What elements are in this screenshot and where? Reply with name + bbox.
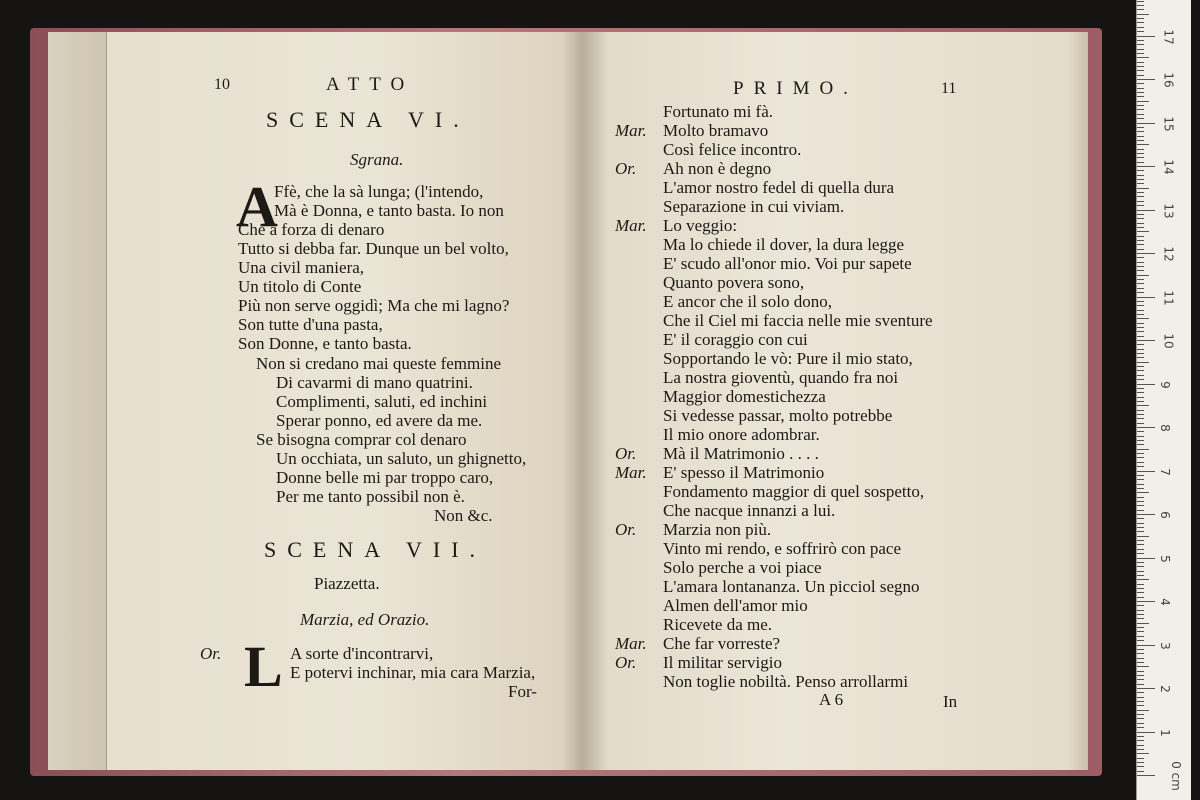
ruler-tick: [1137, 36, 1155, 37]
ruler-tick: [1137, 188, 1149, 189]
ruler-label: 16: [1161, 72, 1176, 88]
open-book: [48, 32, 1088, 770]
catchword-in: In: [943, 692, 958, 711]
ruler-tick: [1137, 192, 1144, 193]
ruler-tick: [1137, 162, 1144, 163]
ruler-tick: [1137, 1, 1144, 2]
ruler-tick: [1137, 497, 1144, 498]
verse-line: Mà è Donna, e tanto basta. Io non: [274, 201, 504, 220]
ruler-tick: [1137, 131, 1144, 132]
ruler-tick: [1137, 658, 1144, 659]
ruler-tick: [1137, 231, 1149, 232]
ruler-label: 3: [1157, 641, 1172, 650]
ruler-tick: [1137, 392, 1144, 393]
ruler-tick: [1137, 479, 1144, 480]
ruler-tick: [1137, 692, 1144, 693]
ruler-tick: [1137, 214, 1144, 215]
left-page: [48, 32, 583, 770]
verse-line: Un occhiata, un saluto, un ghignetto,: [276, 449, 527, 468]
ruler-label: 9: [1157, 380, 1172, 389]
ruler-tick: [1137, 388, 1144, 389]
ruler-tick: [1137, 327, 1144, 328]
right-page-number: 11: [941, 80, 957, 97]
dialogue-line: Il militar servigio: [663, 653, 782, 672]
ruler-tick: [1137, 758, 1144, 759]
ruler-tick: [1137, 488, 1144, 489]
ruler-tick: [1137, 397, 1144, 398]
ruler-tick: [1137, 510, 1144, 511]
ruler-tick: [1137, 175, 1144, 176]
ruler-tick: [1137, 153, 1144, 154]
ruler-tick: [1137, 170, 1144, 171]
ruler-tick: [1137, 645, 1155, 646]
verse-line: Se bisogna comprar col denaro: [256, 430, 467, 449]
ruler-tick: [1137, 114, 1144, 115]
ruler-tick: [1137, 640, 1144, 641]
ruler-tick: [1137, 379, 1144, 380]
ruler-tick: [1137, 149, 1144, 150]
dialogue-line: Molto bramavo: [663, 121, 769, 140]
ruler-tick: [1137, 62, 1144, 63]
ruler-tick: [1137, 475, 1144, 476]
dialogue-line: E' il coraggio con cui: [663, 330, 808, 349]
speaker-label: Mar.: [615, 121, 647, 140]
dialogue-line: Che il Ciel mi faccia nelle mie sventure: [663, 311, 933, 330]
ruler-label: 5: [1157, 554, 1172, 563]
ruler-label: 4: [1157, 598, 1172, 606]
ruler-label: 6: [1157, 511, 1172, 519]
ruler-tick: [1137, 257, 1144, 258]
ruler-tick: [1137, 727, 1144, 728]
ruler-label: 11: [1161, 289, 1176, 306]
right-running-head: PRIMO.: [733, 78, 858, 99]
ruler-tick: [1137, 688, 1155, 689]
ruler-tick: [1137, 270, 1144, 271]
dialogue-line: Separazione in cui viviam.: [663, 197, 845, 216]
ruler-tick: [1137, 740, 1144, 741]
scene-vii-line-1: A sorte d'incontrarvi,: [290, 644, 434, 663]
ruler-tick: [1137, 340, 1155, 341]
ruler-tick: [1137, 336, 1144, 337]
ruler-tick: [1137, 558, 1155, 559]
ruler-tick: [1137, 714, 1144, 715]
verse-line: Son Donne, e tanto basta.: [238, 334, 412, 353]
ruler-tick: [1137, 536, 1149, 537]
ruler-tick: [1137, 544, 1144, 545]
ruler-tick: [1137, 292, 1144, 293]
ruler-tick: [1137, 705, 1144, 706]
verse-line: Più non serve oggidì; Ma che mi lagno?: [238, 296, 510, 315]
ruler-tick: [1137, 323, 1144, 324]
verse-line: Complimenti, saluti, ed inchini: [276, 392, 488, 411]
ruler-tick: [1137, 492, 1149, 493]
ruler-tick: [1137, 314, 1144, 315]
ruler-tick: [1137, 710, 1149, 711]
ruler-tick: [1137, 57, 1149, 58]
ruler-label: 0 cm: [1168, 761, 1183, 791]
ruler-tick: [1137, 775, 1155, 776]
ruler-tick: [1137, 14, 1149, 15]
ruler-tick: [1137, 70, 1144, 71]
verse-line: Donne belle mi par troppo caro,: [276, 468, 494, 487]
ruler-tick: [1137, 484, 1144, 485]
ruler-tick: [1137, 240, 1144, 241]
ruler-tick: [1137, 53, 1144, 54]
ruler-tick: [1137, 22, 1144, 23]
scene-vi-character: Sgrana.: [350, 150, 404, 169]
scene-vii-title: SCENA VII.: [264, 537, 487, 562]
ruler-tick: [1137, 736, 1144, 737]
ruler-tick: [1137, 157, 1144, 158]
dialogue-line: Non toglie nobiltà. Penso arrollarmi: [663, 672, 909, 691]
ruler-label: 13: [1161, 202, 1176, 219]
ruler-tick: [1137, 305, 1144, 306]
dialogue-line: Quanto povera sono,: [663, 273, 805, 292]
dialogue-line: Maggior domestichezza: [663, 387, 826, 406]
dialogue-line: Fortunato mi fà.: [663, 102, 774, 121]
dialogue-line: Vinto mi rendo, e soffrirò con pace: [663, 539, 902, 558]
ruler-tick: [1137, 96, 1144, 97]
ruler-tick: [1137, 662, 1144, 663]
speaker-or: Or.: [200, 644, 222, 663]
drop-cap-l: L: [244, 634, 283, 699]
ruler-tick: [1137, 636, 1144, 637]
dialogue-line: E ancor che il solo dono,: [663, 292, 833, 311]
dialogue-line: L'amara lontananza. Un picciol segno: [663, 577, 920, 596]
ruler-tick: [1137, 75, 1144, 76]
left-running-head: ATTO: [326, 74, 415, 95]
ruler-tick: [1137, 614, 1144, 615]
ruler-tick: [1137, 679, 1144, 680]
ruler-tick: [1137, 575, 1144, 576]
ruler-tick: [1137, 218, 1144, 219]
verse-line: Ffè, che la sà lunga; (l'intendo,: [274, 182, 484, 201]
ruler-tick: [1137, 127, 1144, 128]
ruler-tick: [1137, 344, 1144, 345]
ruler-tick: [1137, 279, 1144, 280]
ruler-tick: [1137, 671, 1144, 672]
ruler-tick: [1137, 431, 1144, 432]
ruler-tick: [1137, 418, 1144, 419]
speaker-label: Or.: [615, 520, 637, 539]
dialogue-line: Lo veggio:: [663, 216, 738, 235]
ruler-tick: [1137, 357, 1144, 358]
ruler-tick: [1137, 540, 1144, 541]
ruler-label: 7: [1157, 467, 1172, 476]
ruler-tick: [1137, 318, 1149, 319]
left-page-number: 10: [214, 76, 230, 93]
ruler-tick: [1137, 44, 1144, 45]
ruler-label: 2: [1157, 685, 1172, 693]
dialogue-line: E' scudo all'onor mio. Voi pur sapete: [663, 254, 912, 273]
dialogue-line: Si vedesse passar, molto potrebbe: [663, 406, 893, 425]
ruler-tick: [1137, 253, 1155, 254]
ruler-tick: [1137, 610, 1144, 611]
ruler-tick: [1137, 618, 1144, 619]
ruler-tick: [1137, 410, 1144, 411]
ruler-tick: [1137, 18, 1144, 19]
ruler-tick: [1137, 601, 1155, 602]
dialogue-line: Fondamento maggior di quel sospetto,: [663, 482, 925, 501]
ruler-tick: [1137, 349, 1144, 350]
ruler-tick: [1137, 196, 1144, 197]
verse-line: Una civil maniera,: [238, 258, 365, 277]
ruler-tick: [1137, 375, 1144, 376]
ruler-tick: [1137, 553, 1144, 554]
ruler-tick: [1137, 518, 1144, 519]
ruler-tick: [1137, 223, 1144, 224]
ruler-tick: [1137, 571, 1144, 572]
drop-cap-a: A: [236, 174, 278, 239]
ruler-tick: [1137, 444, 1144, 445]
ruler-tick: [1137, 579, 1149, 580]
ruler-tick: [1137, 697, 1144, 698]
ruler-tick: [1137, 40, 1144, 41]
ruler-tick: [1137, 423, 1144, 424]
dialogue-line: Mà il Matrimonio . . . .: [663, 444, 819, 463]
ruler-tick: [1137, 401, 1144, 402]
scene-vi-title: SCENA VI.: [266, 107, 470, 132]
verse-line: Son tutte d'una pasta,: [238, 315, 383, 334]
ruler-tick: [1137, 205, 1144, 206]
ruler-label: 12: [1161, 246, 1176, 262]
ruler-tick: [1137, 66, 1144, 67]
ruler-tick: [1137, 562, 1144, 563]
ruler-tick: [1137, 405, 1149, 406]
ruler-tick: [1137, 597, 1144, 598]
ruler-tick: [1137, 723, 1144, 724]
ruler-tick: [1137, 605, 1144, 606]
ruler-tick: [1137, 297, 1155, 298]
ruler-tick: [1137, 140, 1144, 141]
scene-vii-place: Piazzetta.: [314, 574, 380, 593]
ruler-tick: [1137, 771, 1144, 772]
ruler-tick: [1137, 362, 1149, 363]
ruler-tick: [1137, 549, 1144, 550]
verse-line: Per me tanto possibil non è.: [276, 487, 465, 506]
ruler-label: 15: [1161, 115, 1176, 132]
dialogue-line: Ricevete da me.: [663, 615, 773, 634]
ruler-tick: [1137, 675, 1144, 676]
verse-line: Di cavarmi di mano quatrini.: [276, 373, 473, 392]
verse-line: Sperar ponno, ed avere da me.: [276, 411, 483, 430]
ruler-tick: [1137, 331, 1144, 332]
verse-line: Tutto si debba far. Dunque un bel volto,: [238, 239, 509, 258]
dialogue-line: E' spesso il Matrimonio: [663, 463, 825, 482]
folded-page-edge: [48, 32, 107, 770]
ruler-tick: [1137, 5, 1144, 6]
ruler-tick: [1137, 88, 1144, 89]
right-page: [583, 32, 1088, 770]
ruler-tick: [1137, 179, 1144, 180]
signature-mark: A 6: [819, 690, 844, 709]
ruler-tick: [1137, 370, 1144, 371]
ruler-tick: [1137, 453, 1144, 454]
ruler-tick: [1137, 249, 1144, 250]
ruler-tick: [1137, 462, 1144, 463]
ruler-tick: [1137, 83, 1144, 84]
speaker-label: Mar.: [615, 634, 647, 653]
verse-line: Non &c.: [434, 506, 493, 525]
ruler-tick: [1137, 288, 1144, 289]
ruler-tick: [1137, 366, 1144, 367]
ruler-tick: [1137, 457, 1144, 458]
ruler-tick: [1137, 436, 1144, 437]
ruler-tick: [1137, 427, 1155, 428]
dialogue-line: Ma lo chiede il dover, la dura legge: [663, 235, 905, 254]
scene-vii-line-2: E potervi inchinar, mia cara Marzia,: [290, 663, 536, 682]
ruler-tick: [1137, 440, 1144, 441]
verse-line: Un titolo di Conte: [238, 277, 362, 296]
ruler-tick: [1137, 466, 1144, 467]
ruler-tick: [1137, 749, 1144, 750]
dialogue-line: Solo perche a voi piace: [663, 558, 822, 577]
ruler-tick: [1137, 109, 1144, 110]
ruler-tick: [1137, 753, 1149, 754]
ruler-tick: [1137, 9, 1144, 10]
ruler-tick: [1137, 623, 1149, 624]
ruler-tick: [1137, 244, 1144, 245]
ruler-tick: [1137, 531, 1144, 532]
ruler-tick: [1137, 227, 1144, 228]
dialogue-line: Il mio onore adombrar.: [663, 425, 820, 444]
ruler-tick: [1137, 471, 1155, 472]
catchword-for: For-: [508, 682, 537, 701]
ruler-tick: [1137, 732, 1155, 733]
ruler-tick: [1137, 384, 1155, 385]
speaker-label: Or.: [615, 159, 637, 178]
ruler-tick: [1137, 588, 1144, 589]
scene-vii-characters: Marzia, ed Orazio.: [300, 610, 430, 629]
ruler-tick: [1137, 449, 1149, 450]
ruler-tick: [1137, 283, 1144, 284]
ruler-tick: [1137, 201, 1144, 202]
ruler-tick: [1137, 136, 1144, 137]
ruler-tick: [1137, 92, 1144, 93]
speaker-label: Mar.: [615, 216, 647, 235]
ruler-tick: [1137, 718, 1144, 719]
dialogue-line: Che far vorreste?: [663, 634, 781, 653]
dialogue-line: Così felice incontro.: [663, 140, 802, 159]
ruler-tick: [1137, 105, 1144, 106]
ruler-tick: [1137, 144, 1149, 145]
dialogue-line: Sopportando le vò: Pure il mio stato,: [663, 349, 913, 368]
ruler-label: 14: [1161, 159, 1176, 175]
measurement-ruler: [1136, 0, 1191, 800]
ruler-tick: [1137, 101, 1149, 102]
dialogue-line: Almen dell'amor mio: [663, 596, 808, 615]
ruler-tick: [1137, 353, 1144, 354]
ruler-tick: [1137, 701, 1144, 702]
ruler-tick: [1137, 236, 1144, 237]
ruler-tick: [1137, 414, 1144, 415]
dialogue-line: Marzia non più.: [663, 520, 772, 539]
ruler-tick: [1137, 527, 1144, 528]
ruler-tick: [1137, 762, 1144, 763]
ruler-tick: [1137, 631, 1144, 632]
speaker-label: Mar.: [615, 463, 647, 482]
ruler-tick: [1137, 584, 1144, 585]
verse-line: Non si credano mai queste femmine: [256, 354, 502, 373]
ruler-label: 10: [1161, 333, 1176, 349]
ruler-tick: [1137, 684, 1144, 685]
ruler-tick: [1137, 505, 1144, 506]
ruler-tick: [1137, 123, 1155, 124]
ruler-tick: [1137, 649, 1144, 650]
ruler-tick: [1137, 266, 1144, 267]
ruler-tick: [1137, 31, 1144, 32]
ruler-tick: [1137, 275, 1149, 276]
ruler-tick: [1137, 79, 1155, 80]
ruler-label: 17: [1161, 28, 1176, 45]
ruler-tick: [1137, 592, 1144, 593]
ruler-tick: [1137, 501, 1144, 502]
ruler-tick: [1137, 27, 1144, 28]
speaker-label: Or.: [615, 444, 637, 463]
ruler-tick: [1137, 566, 1144, 567]
ruler-tick: [1137, 627, 1144, 628]
ruler-tick: [1137, 210, 1155, 211]
ruler-tick: [1137, 301, 1144, 302]
dialogue-line: La nostra gioventù, quando fra noi: [663, 368, 899, 387]
ruler-tick: [1137, 745, 1144, 746]
ruler-tick: [1137, 262, 1144, 263]
ruler-tick: [1137, 310, 1144, 311]
ruler-tick: [1137, 118, 1144, 119]
dialogue-line: Che nacque innanzi a lui.: [663, 501, 836, 520]
ruler-tick: [1137, 183, 1144, 184]
ruler-label: 1: [1157, 728, 1172, 737]
ruler-tick: [1137, 49, 1144, 50]
ruler-label: 8: [1157, 424, 1172, 432]
ruler-tick: [1137, 766, 1144, 767]
ruler-tick: [1137, 166, 1155, 167]
ruler-tick: [1137, 666, 1149, 667]
ruler-tick: [1137, 523, 1144, 524]
dialogue-line: L'amor nostro fedel di quella dura: [663, 178, 895, 197]
dialogue-line: Ah non è degno: [663, 159, 772, 178]
speaker-label: Or.: [615, 653, 637, 672]
ruler-tick: [1137, 653, 1144, 654]
ruler-tick: [1137, 514, 1155, 515]
verse-line: Che a forza di denaro: [238, 220, 385, 239]
